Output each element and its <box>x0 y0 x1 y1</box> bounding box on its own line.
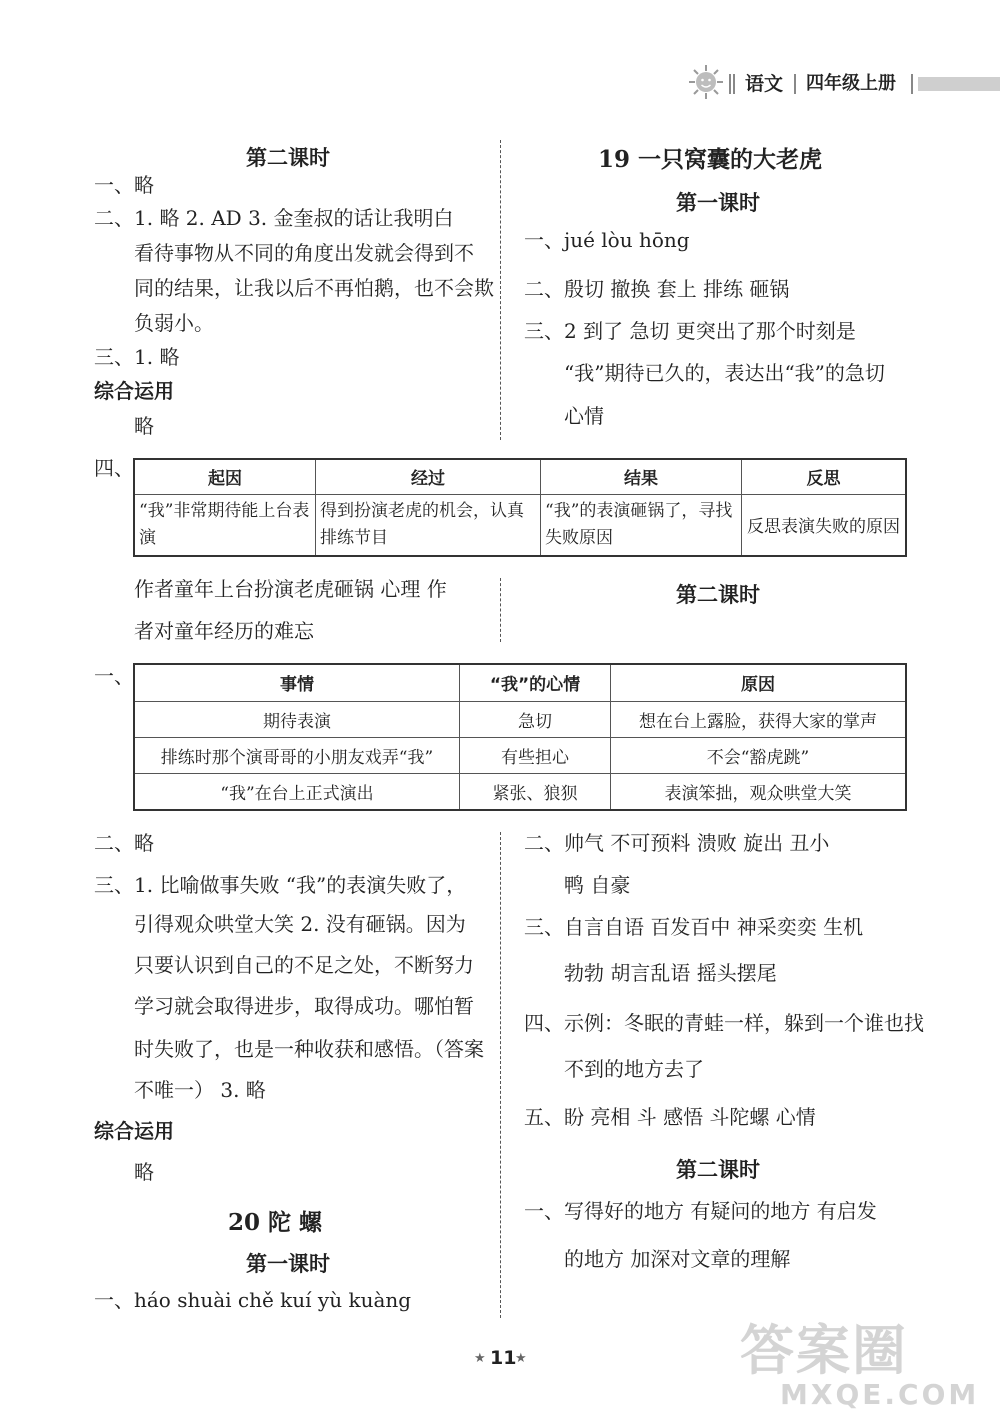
answer-line: 二、殷切 撤换 套上 排练 砸锅 <box>524 277 790 301</box>
answer-line: 三、自言自语 百发百中 神采奕奕 生机 <box>524 915 864 939</box>
answer-line: 三、1. 比喻做事失败 “我”的表演失败了， <box>94 873 467 897</box>
answer-line: 只要认识到自己的不足之处，不断努力 <box>134 953 474 977</box>
table-header: 起因 <box>134 459 316 494</box>
answer-line: 学习就会取得进步，取得成功。哪怕暂 <box>134 994 474 1018</box>
answer-line: 心情 <box>564 404 604 428</box>
answer-line: 者对童年经历的难忘 <box>134 619 314 643</box>
answer-line: 一、háo shuài chě kuí yù kuàng <box>94 1288 412 1312</box>
answer-line: 鸭 自豪 <box>564 873 631 897</box>
table-cell: 得到扮演老虎的机会，认真排练节目 <box>316 494 541 556</box>
section-title: 第二课时 <box>676 583 760 607</box>
section-heading: 综合运用 <box>94 1119 174 1143</box>
answer-line: 略 <box>134 414 154 438</box>
table-cell: 急切 <box>460 701 611 737</box>
table-header: 事情 <box>134 664 460 701</box>
table-header: 结果 <box>541 459 742 494</box>
answer-line: 四、示例：冬眠的青蛙一样，躲到一个谁也找 <box>524 1011 924 1035</box>
table-cell: “我”的表演砸锅了，寻找失败原因 <box>541 494 742 556</box>
answer-line: 勃勃 胡言乱语 摇头摆尾 <box>564 961 777 985</box>
header-grade: 四年级上册 <box>806 73 896 94</box>
header-separator <box>911 74 913 94</box>
header-separator <box>733 74 735 94</box>
answer-line: 三、1. 略 <box>94 345 180 369</box>
answer-line: 不唯一） 3. 略 <box>134 1078 266 1102</box>
answer-line: 时失败了，也是一种收获和感悟。（答案 <box>134 1037 484 1061</box>
section-title: 第二课时 <box>246 146 330 170</box>
header-separator <box>794 74 796 94</box>
question-marker: 一、 <box>94 664 134 688</box>
column-divider <box>500 140 501 440</box>
table-cell: 期待表演 <box>134 701 460 737</box>
table-cell: 紧张、狼狈 <box>460 773 611 810</box>
answer-table-2 <box>133 663 907 811</box>
header-separator <box>729 74 731 94</box>
section-title: 第一课时 <box>676 191 760 215</box>
lesson-title: 20 陀 螺 <box>228 1209 323 1236</box>
header-subject: 语文 <box>745 73 784 95</box>
answer-line: 同的结果，让我以后不再怕鹅，也不会欺 <box>134 276 494 300</box>
table-cell: 表演笨拙，观众哄堂大笑 <box>611 773 907 810</box>
page-number: 11 <box>490 1347 517 1369</box>
answer-line: “我”期待已久的，表达出“我”的急切 <box>564 361 885 385</box>
table-cell: 有些担心 <box>460 737 611 773</box>
watermark-text: 答案圈 <box>740 1319 908 1382</box>
table-cell: 排练时那个演哥哥的小朋友戏弄“我” <box>134 737 460 773</box>
section-heading: 综合运用 <box>94 379 174 403</box>
answer-line: 五、盼 亮相 斗 感悟 斗陀螺 心情 <box>524 1105 816 1129</box>
table-cell: 想在台上露脸，获得大家的掌声 <box>611 701 907 737</box>
column-divider <box>500 832 501 1318</box>
column-divider <box>500 578 501 642</box>
table-cell: “我”非常期待能上台表演 <box>134 494 316 556</box>
section-title: 第一课时 <box>246 1252 330 1276</box>
sun-logo-icon <box>688 64 724 100</box>
answer-line: 不到的地方去了 <box>564 1057 704 1081</box>
lesson-title: 19 一只窝囊的大老虎 <box>598 146 823 173</box>
answer-line: 略 <box>134 1160 154 1184</box>
table-cell: 反思表演失败的原因 <box>742 494 907 556</box>
answer-line: 一、jué lòu hōng <box>524 228 690 252</box>
table-cell: 不会“豁虎跳” <box>611 737 907 773</box>
watermark-logo <box>740 1319 990 1417</box>
answer-line: 二、略 <box>94 831 154 855</box>
answer-line: 二、1. 略 2. AD 3. 金奎叔的话让我明白 <box>94 206 454 230</box>
table-header: 经过 <box>316 459 541 494</box>
answer-line: 看待事物从不同的角度出发就会得到不 <box>134 241 474 265</box>
answer-line: 引得观众哄堂大笑 2. 没有砸锅。因为 <box>134 912 466 936</box>
table-header: 原因 <box>611 664 907 701</box>
answer-line: 负弱小。 <box>134 311 214 335</box>
answer-line: 作者童年上台扮演老虎砸锅 心理 作 <box>134 577 447 601</box>
answer-line: 三、2 到了 急切 更突出了那个时刻是 <box>524 319 856 343</box>
table-header: “我”的心情 <box>460 664 611 701</box>
star-icon: ★ <box>515 1351 527 1366</box>
answer-line: 一、写得好的地方 有疑问的地方 有启发 <box>524 1199 877 1223</box>
header-strip <box>918 77 1000 91</box>
answer-line: 一、略 <box>94 173 154 197</box>
star-icon: ★ <box>474 1351 486 1366</box>
answer-line: 二、帅气 不可预料 溃败 旋出 丑小 <box>524 831 830 855</box>
question-marker: 四、 <box>94 456 134 480</box>
table-cell: “我”在台上正式演出 <box>134 773 460 810</box>
table-header: 反思 <box>742 459 907 494</box>
answer-table-1 <box>133 458 907 557</box>
section-title: 第二课时 <box>676 1158 760 1182</box>
answer-line: 的地方 加深对文章的理解 <box>564 1247 791 1271</box>
watermark-url: MXQE.COM <box>780 1378 980 1411</box>
